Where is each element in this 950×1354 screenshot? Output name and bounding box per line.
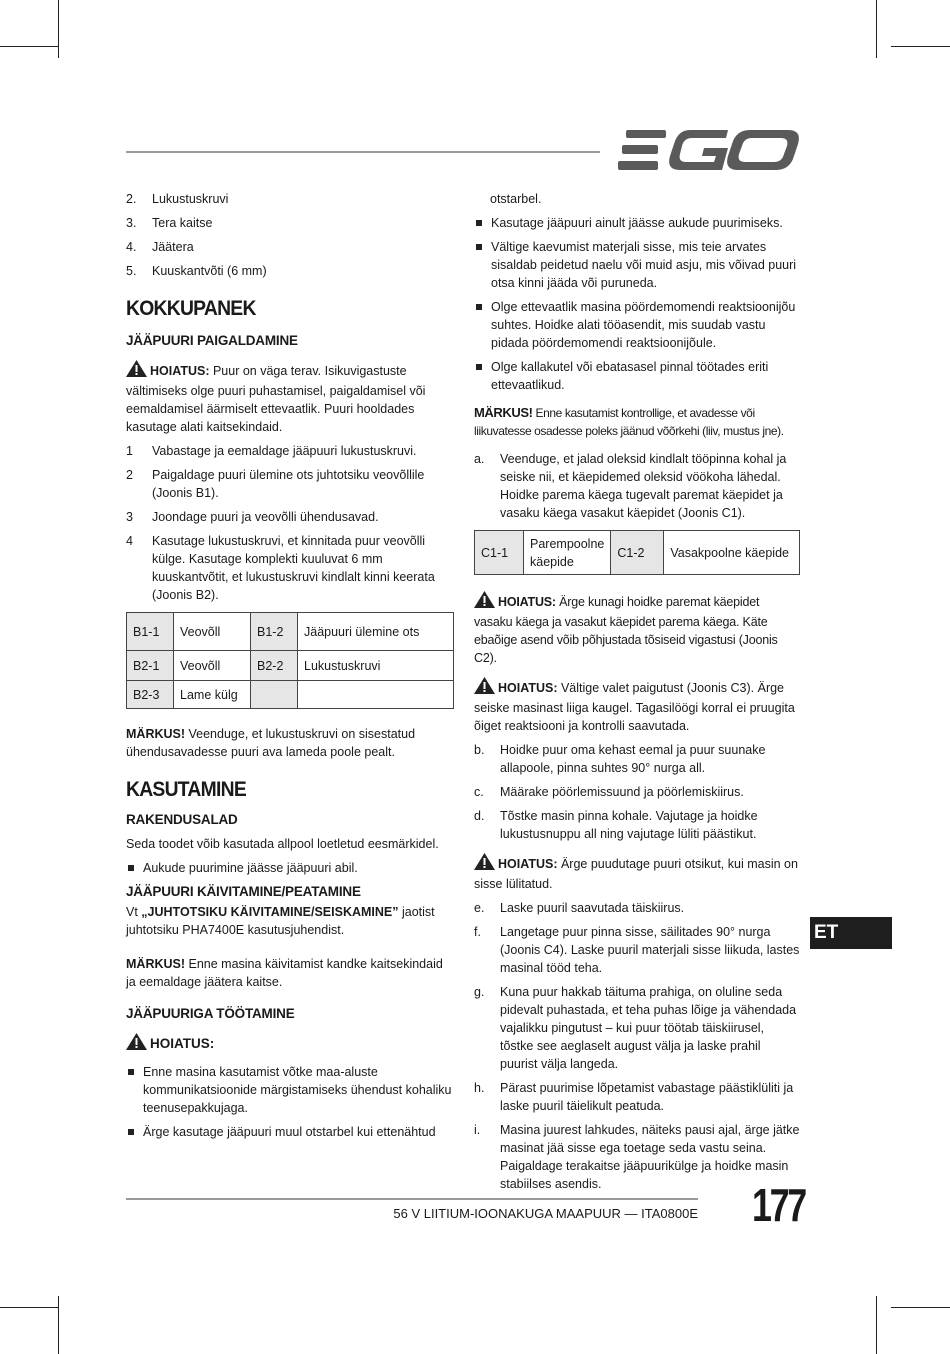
page-number: 177 bbox=[752, 1179, 805, 1231]
crop-mark bbox=[876, 0, 877, 58]
footer-title: 56 V LIITIUM-IOONAKUGA MAAPUUR — ITA0800E bbox=[393, 1206, 698, 1221]
list-item: b. Hoidke puur oma kehast eemal ja puur suunake allapoole, pinna suhtes 90° nurga all. bbox=[474, 743, 766, 775]
bullet-icon bbox=[476, 364, 482, 370]
bullet-icon bbox=[476, 244, 482, 250]
list-item: Ärge kasutage jääpuuri muul otstarbel kui ettenähtud bbox=[126, 1123, 454, 1141]
crop-mark bbox=[891, 46, 950, 47]
figure-legend-table-c bbox=[474, 530, 800, 575]
list-item: g. Kuna puur hakkab täituma prahiga, on oluline seda pidevalt puhastada, et teha puhas lõige ja vähendada vajalikku pingutust – kui puur töötab täiskiirusel, tõstke see aeglaselt august välja ja laske prahil puurist välja langeda. bbox=[474, 985, 797, 1071]
bullet-icon bbox=[128, 1069, 134, 1075]
language-tab: ET bbox=[810, 917, 892, 949]
list-item: Aukude puurimine jäässe jääpuuri abil. bbox=[126, 859, 454, 877]
crop-mark bbox=[891, 1307, 950, 1308]
brand-logo bbox=[618, 130, 800, 175]
crop-mark bbox=[0, 46, 58, 47]
warning-block: HOIATUS: Puur on väga terav. Isikuvigastuste vältimiseks olge puuri puhastamisel, paigaldamisel või eemaldamisel äärmiselt ettevaatlik. Puuri hooldades kasutage alati kaitsekindaid. bbox=[126, 360, 454, 436]
warning-icon bbox=[474, 677, 495, 699]
steps-b-d bbox=[474, 741, 800, 843]
list-item: 3 Joondage puuri ja veovõlli ühendusavad. bbox=[126, 510, 379, 524]
list-item: Kasutage jääpuuri ainult jäässe aukude puurimiseks. bbox=[474, 214, 800, 232]
subheading-start-stop: JÄÄPUURI KÄIVITAMINE/PEATAMINE bbox=[126, 884, 361, 899]
list-item: f. Langetage puur pinna sisse, säilitades 90° nurga (Joonis C4). Laske puuril materjali sisse liikuda, lastes masinal tööd teha. bbox=[474, 925, 800, 975]
warning-block: HOIATUS: bbox=[126, 1033, 454, 1055]
list-item: 3. Tera kaitse bbox=[126, 216, 213, 230]
warning-icon bbox=[126, 1033, 147, 1055]
warning-block: HOIATUS: Vältige valet paigutust (Joonis C3). Ärge seiske masinast liiga kaugel. Tagasilöögi korral ei pruugita õiget reaktsiooni ja kontrolli saavutada. bbox=[474, 677, 800, 735]
list-item: 1 Vabastage ja eemaldage jääpuuri lukustuskruvi. bbox=[126, 444, 417, 458]
table-row: B2-3 Lame külg bbox=[127, 681, 454, 709]
list-item: c. Määrake pöörlemissuund ja pöörlemiskiirus. bbox=[474, 785, 744, 799]
crop-mark bbox=[58, 0, 59, 58]
warning-icon bbox=[474, 853, 495, 875]
list-item: Vältige kaevumist materjali sisse, mis teie arvates sisaldab peidetud naelu või muid asju, mis võivad puuri otsa kinni jääda või puruneda. bbox=[474, 238, 800, 292]
right-column bbox=[474, 190, 800, 1199]
section-heading-usage: KASUTAMINE bbox=[126, 778, 247, 801]
table-row: C1-1 Parempoolne käepide C1-2 Vasakpoolne käepide bbox=[475, 531, 800, 575]
crop-mark bbox=[58, 1296, 59, 1354]
figure-legend-table-b bbox=[126, 612, 454, 709]
list-item: Olge kallakutel või ebatasasel pinnal töötades eriti ettevaatlikud. bbox=[474, 358, 800, 394]
subheading-operating: JÄÄPUURIGA TÖÖTAMINE bbox=[126, 1006, 295, 1021]
footer-rule bbox=[126, 1198, 698, 1200]
install-steps bbox=[126, 442, 454, 604]
crop-mark bbox=[0, 1307, 58, 1308]
bullet-icon bbox=[476, 220, 482, 226]
list-item: 4. Jäätera bbox=[126, 240, 194, 254]
applications-intro: Seda toodet võib kasutada allpool loetletud eesmärkidel. bbox=[126, 837, 439, 851]
steps-e-i bbox=[474, 899, 800, 1193]
list-item: 5. Kuuskantvõti (6 mm) bbox=[126, 264, 267, 278]
continued-text: otstarbel. bbox=[490, 192, 542, 206]
subheading-install: JÄÄPUURI PAIGALDAMINE bbox=[126, 333, 298, 348]
bullet-icon bbox=[128, 1129, 134, 1135]
list-item: 2. Lukustuskruvi bbox=[126, 192, 229, 206]
list-item: h. Pärast puurimise lõpetamist vabastage päästiklüliti ja laske puuril täielikult peatuda. bbox=[474, 1081, 794, 1113]
warning-block: HOIATUS: Ärge puudutage puuri otsikut, kui masin on sisse lülitatud. bbox=[474, 853, 800, 893]
bullet-icon bbox=[128, 865, 134, 871]
list-item: i. Masina juurest lahkudes, näiteks pausi ajal, ärge jätke masinat jää sisse ega toetage seda vastu seina. Paigaldage terakaitse jääpuurikülge ja hoidke masin stabiilses asendis. bbox=[474, 1123, 800, 1191]
table-row: B2-1 Veovõll B2-2 Lukustuskruvi bbox=[127, 651, 454, 681]
warning-icon bbox=[126, 360, 147, 382]
left-column bbox=[126, 190, 454, 1147]
warning-block: HOIATUS: Ärge kunagi hoidke paremat käepidet vasaku käega ja vasakut käepidet parema käega. Käte ebaõige asend võib põhjustada tõsiseid vigastusi (Joonis C2). bbox=[474, 591, 800, 667]
list-item: 4 Kasutage lukustuskruvi, et kinnitada puur veovõlli külge. Kasutage komplekti kuuluvat 6 mm kuuskantvõtit, et lukustuskruvi kindlalt kinni keerata (Joonis B2). bbox=[126, 534, 435, 602]
subheading-applications: RAKENDUSALAD bbox=[126, 812, 238, 827]
list-item: Olge ettevaatlik masina pöördemomendi reaktsioonijõu suhtes. Hoidke alati tööasendit, mis suudab vastu pidada pöördemomendi reaktsioonijõule. bbox=[474, 298, 800, 352]
list-item: Enne masina kasutamist võtke maa-aluste kommunikatsioonide märgistamiseks ühendust kohaliku teenusepakkujaga. bbox=[126, 1063, 454, 1117]
note-block: MÄRKUS! Enne masina käivitamist kandke kaitsekindaid ja eemaldage jäätera kaitse. bbox=[126, 957, 443, 989]
warning-icon bbox=[474, 591, 495, 613]
section-heading-assembly: KOKKUPANEK bbox=[126, 297, 256, 320]
bullet-icon bbox=[476, 304, 482, 310]
parts-list bbox=[126, 190, 454, 280]
header-rule bbox=[126, 151, 600, 153]
start-stop-text: Vt „JUHTOTSIKU KÄIVITAMINE/SEISKAMINE” jaotist juhtotsiku PHA7400E kasutusjuhendist. bbox=[126, 905, 435, 937]
list-item: 2 Paigaldage puuri ülemine ots juhtotsiku veovõllile (Joonis B1). bbox=[126, 468, 425, 500]
note-block: MÄRKUS! Veenduge, et lukustuskruvi on sisestatud ühendusavadesse puuri ava lameda poole pealt. bbox=[126, 727, 416, 759]
list-item: e. Laske puuril saavutada täiskiirus. bbox=[474, 901, 685, 915]
safety-bullets bbox=[474, 214, 800, 394]
note-block: MÄRKUS! Enne kasutamist kontrollige, et avadesse või liikuvatesse osadesse poleks jäänud võõrkehi (liiv, mustus jne). bbox=[474, 405, 784, 438]
list-item: a. Veenduge, et jalad oleksid kindlalt tööpinna kohal ja seiske nii, et käepidemed oleksid vöökoha lähedal. Hoidke parema käega tugevalt paremat käepidet ja vasaku käega vasakut käepidet (Joonis C1). bbox=[474, 452, 787, 520]
table-row: B1-1 Veovõll B1-2 Jääpuuri ülemine ots bbox=[127, 613, 454, 651]
operating-bullets bbox=[126, 1063, 454, 1141]
list-item: d. Tõstke masin pinna kohale. Vajutage ja hoidke lukustusnuppu all ning vajutage lüliti päästikut. bbox=[474, 809, 758, 841]
crop-mark bbox=[876, 1296, 877, 1354]
